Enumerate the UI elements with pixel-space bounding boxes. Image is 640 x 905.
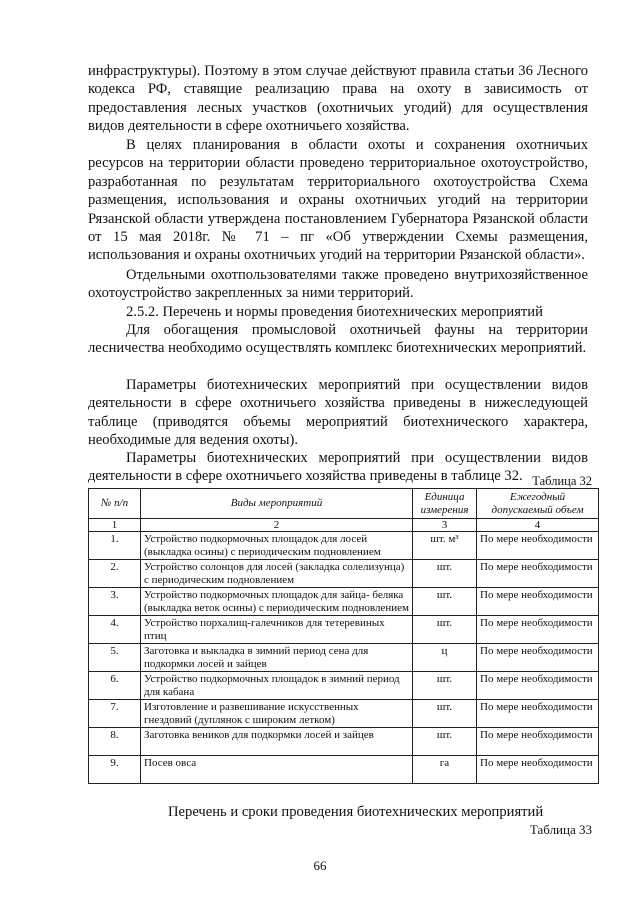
table-row <box>89 700 599 728</box>
row-activity: Заготовка веников для подкормки лосей и зайцев <box>141 728 413 756</box>
row-num: 1. <box>89 532 141 560</box>
table32 <box>88 488 599 784</box>
row-activity: Посев овса <box>141 756 413 784</box>
paragraph-table-ref: Параметры биотехнических мероприятий при осуществлении видов деятельности в сфере охотничьего хозяйства приведены в таблице 32. <box>88 450 588 485</box>
column-number: 4 <box>477 519 599 532</box>
row-num: 6. <box>89 672 141 700</box>
row-volume: По мере необходимости <box>477 644 599 672</box>
table33-caption: Таблица 33 <box>529 822 592 837</box>
table-row <box>89 644 599 672</box>
row-volume: По мере необходимости <box>477 616 599 644</box>
row-activity: Устройство порхалищ-галечников для тетеревиных птиц <box>141 616 413 644</box>
page-number: 66 <box>313 858 327 873</box>
table-header-row <box>89 489 599 519</box>
header-unit: Единица измерения <box>413 489 477 519</box>
row-num: 4. <box>89 616 141 644</box>
row-activity: Устройство подкормочных площадок для зайца- беляка (выкладка веток осины) с периодическим подновлением <box>141 588 413 616</box>
column-number: 3 <box>413 519 477 532</box>
row-num: 3. <box>89 588 141 616</box>
row-volume: По мере необходимости <box>477 672 599 700</box>
row-activity: Устройство солонцов для лосей (закладка солелизунца) с периодическим подновлением <box>141 560 413 588</box>
column-number: 2 <box>141 519 413 532</box>
row-unit: шт. <box>413 560 477 588</box>
row-volume: По мере необходимости <box>477 560 599 588</box>
row-activity: Заготовка и выкладка в зимний период сена для подкормки лосей и зайцев <box>141 644 413 672</box>
header-num: № п/п <box>89 489 141 519</box>
table-row <box>89 616 599 644</box>
table-row <box>89 672 599 700</box>
table-row <box>89 756 599 784</box>
row-unit: га <box>413 756 477 784</box>
row-volume: По мере необходимости <box>477 756 599 784</box>
column-number-row <box>89 519 599 532</box>
row-activity: Устройство подкормочных площадок для лосей (выкладка осины) с периодическим подновлением <box>141 532 413 560</box>
paragraph-parameters: Параметры биотехнических мероприятий при осуществлении видов деятельности в сфере охотничьего хозяйства приведены в нижеследующей таблице (приводятся объемы мероприятий биотехнического характера, необходимые для ведения охоты). <box>88 377 588 449</box>
header-activity: Виды мероприятий <box>141 489 413 519</box>
row-volume: По мере необходимости <box>477 532 599 560</box>
table-row <box>89 728 599 756</box>
row-volume: По мере необходимости <box>477 700 599 728</box>
row-num: 9. <box>89 756 141 784</box>
row-volume: По мере необходимости <box>477 588 599 616</box>
row-unit: шт. м³ <box>413 532 477 560</box>
row-unit: шт. <box>413 616 477 644</box>
table-row <box>89 588 599 616</box>
row-num: 7. <box>89 700 141 728</box>
paragraph-hunters: Отдельными охотпользователями также проведено внутрихозяйственное охотоустройство закрепленных за ними территорий. <box>88 267 588 302</box>
row-unit: шт. <box>413 700 477 728</box>
paragraph-enrichment: Для обогащения промысловой охотничьей фауны на территории лесничества необходимо осуществлять комплекс биотехнических мероприятий. <box>88 322 588 357</box>
column-number: 1 <box>89 519 141 532</box>
next-table-heading: Перечень и сроки проведения биотехнических мероприятий <box>168 804 544 820</box>
header-volume: Ежегодный допускаемый объем <box>477 489 599 519</box>
row-unit: шт. <box>413 588 477 616</box>
row-num: 2. <box>89 560 141 588</box>
row-unit: ц <box>413 644 477 672</box>
section-heading: 2.5.2. Перечень и нормы проведения биотехнических мероприятий <box>126 304 543 320</box>
row-activity: Устройство подкормочных площадок в зимний период для кабана <box>141 672 413 700</box>
row-num: 8. <box>89 728 141 756</box>
paragraph-intro: инфраструктуры). Поэтому в этом случае действуют правила статьи 36 Лесного кодекса РФ, ставящие реализацию права на охоту в зависимость от предоставления лесных участков (охотничьих угодий) для осуществления видов деятельности в сфере охотничьего хозяйства. <box>88 63 588 135</box>
table-row <box>89 560 599 588</box>
row-unit: шт. <box>413 728 477 756</box>
row-activity: Изготовление и развешивание искусственных гнездовий (дуплянок с широким летком) <box>141 700 413 728</box>
row-volume: По мере необходимости <box>477 728 599 756</box>
table32-caption: Таблица 32 <box>532 474 592 488</box>
row-unit: шт. <box>413 672 477 700</box>
table-row <box>89 532 599 560</box>
row-num: 5. <box>89 644 141 672</box>
paragraph-planning: В целях планирования в области охоты и сохранения охотничьих ресурсов на территории области проведено территориальное охотоустройство, разработанная по результатам территориального охотоустройства Схема размещения, использования и охраны охотничьих угодий на территории Рязанской области утверждена постановлением Губернатора Рязанской области от 15 мая 2018г. № 71 – пг «Об утверждении Схемы размещения, использования и охраны охотничьих угодий на территории Рязанской области». <box>88 137 588 264</box>
